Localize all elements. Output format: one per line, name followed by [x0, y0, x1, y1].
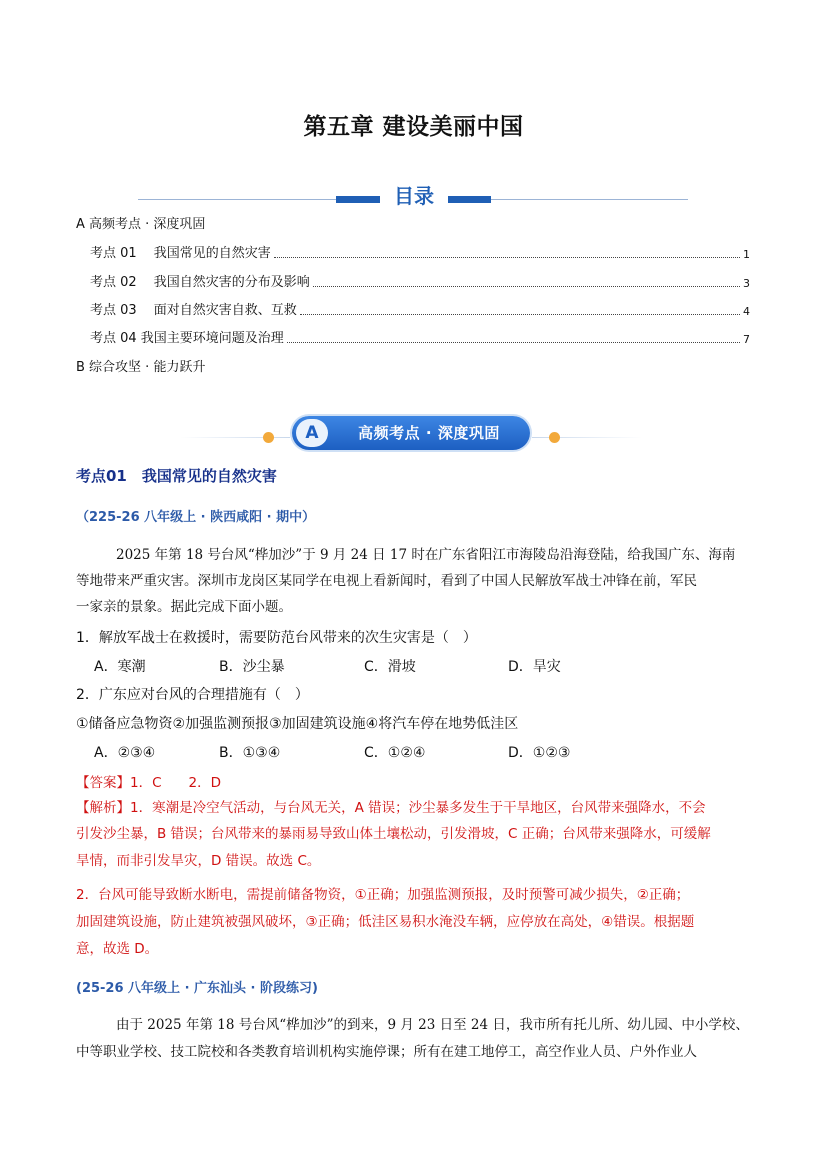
toc-item[interactable]	[90, 271, 750, 290]
banner-text: 高频考点 · 深度巩固	[358, 424, 500, 442]
analysis-line: 旱情，而非引发旱灾，D 错误。故选 C。	[76, 853, 321, 869]
toc-leader-dots	[274, 257, 740, 258]
kaodian-heading: 考点01 我国常见的自然灾害	[76, 467, 277, 485]
page-title: 第五章 建设美丽中国	[303, 114, 524, 140]
toc-item-label: 考点 03 面对自然灾害自救、互救	[90, 303, 297, 318]
toc-section-b[interactable]: B 综合攻坚 · 能力跃升	[76, 360, 206, 375]
analysis-line: 引发沙尘暴，B 错误；台风带来的暴雨易导致山体土壤松动，引发滑坡，C 正确；台风带来强降水，可缓解	[76, 826, 711, 842]
option-c: C．滑坡	[364, 659, 416, 675]
analysis-line: 【解析】1．寒潮是冷空气活动，与台风无关，A 错误；沙尘暴多发生于干旱地区，台风带来强降水，不会	[76, 800, 706, 816]
statement-list: ①储备应急物资②加强监测预报③加固建筑设施④将汽车停在地势低洼区	[76, 716, 519, 732]
toc-item-page: 4	[743, 305, 750, 318]
question-stem: 1．解放军战士在救援时，需要防范台风带来的次生灾害是（ ）	[76, 630, 477, 646]
option-d: D．旱灾	[508, 659, 561, 675]
passage-line: 一家亲的景象。据此完成下面小题。	[76, 599, 292, 615]
option-b: B．沙尘暴	[219, 659, 285, 675]
answer-line: 【答案】1．C 2．D	[76, 775, 221, 791]
option-c: C．①②④	[364, 745, 426, 761]
banner-left-dot	[263, 432, 274, 443]
option-b: B．①③④	[219, 745, 281, 761]
passage-line: 等地带来严重灾害。深圳市龙岗区某同学在电视上看新闻时，看到了中国人民解放军战士冲锋在前，军民	[76, 573, 697, 589]
banner-right-dot	[549, 432, 560, 443]
passage-line: 2025 年第 18 号台风“桦加沙”于 9 月 24 日 17 时在广东省阳江市海陵岛沿海登陆，给我国广东、海南	[116, 547, 736, 563]
question-source: (25-26 八年级上 · 广东汕头 · 阶段练习)	[76, 981, 318, 996]
question-source: （225-26 八年级上 · 陕西咸阳 · 期中）	[76, 510, 316, 525]
toc-item-label: 考点 02 我国自然灾害的分布及影响	[90, 275, 310, 290]
toc-item-page: 3	[743, 277, 750, 290]
toc-item[interactable]	[90, 299, 750, 318]
toc-heading: 目录	[380, 180, 448, 209]
toc-item-label: 考点 04 我国主要环境问题及治理	[90, 331, 284, 346]
toc-section-a[interactable]: A 高频考点 · 深度巩固	[76, 217, 206, 232]
toc-leader-dots	[287, 342, 740, 343]
analysis-line: 意，故选 D。	[76, 941, 159, 957]
analysis-line: 加固建筑设施，防止建筑被强风破坏，③正确；低洼区易积水淹没车辆，应停放在高处，④错误。根据题	[76, 914, 695, 930]
question-stem: 2．广东应对台风的合理措施有（ ）	[76, 687, 309, 703]
toc-item-page: 1	[743, 248, 750, 261]
option-a: A．寒潮	[94, 659, 146, 675]
option-a: A．②③④	[94, 745, 156, 761]
toc-item[interactable]	[90, 242, 750, 261]
banner-letter: A	[296, 419, 328, 447]
toc-leader-dots	[300, 314, 740, 315]
analysis-line: 2．台风可能导致断水断电，需提前储备物资，①正确；加强监测预报，及时预警可减少损失，②正确；	[76, 887, 690, 903]
passage-line: 由于 2025 年第 18 号台风“桦加沙”的到来，9 月 23 日至 24 日，我市所有托儿所、幼儿园、中小学校、	[116, 1017, 749, 1033]
toc-item-label: 考点 01 我国常见的自然灾害	[90, 246, 271, 261]
toc-item-page: 7	[743, 333, 750, 346]
toc-item[interactable]	[90, 327, 750, 346]
option-d: D．①②③	[508, 745, 571, 761]
passage-line: 中等职业学校、技工院校和各类教育培训机构实施停课；所有在建工地停工，高空作业人员、户外作业人	[76, 1044, 697, 1060]
toc-leader-dots	[313, 286, 740, 287]
